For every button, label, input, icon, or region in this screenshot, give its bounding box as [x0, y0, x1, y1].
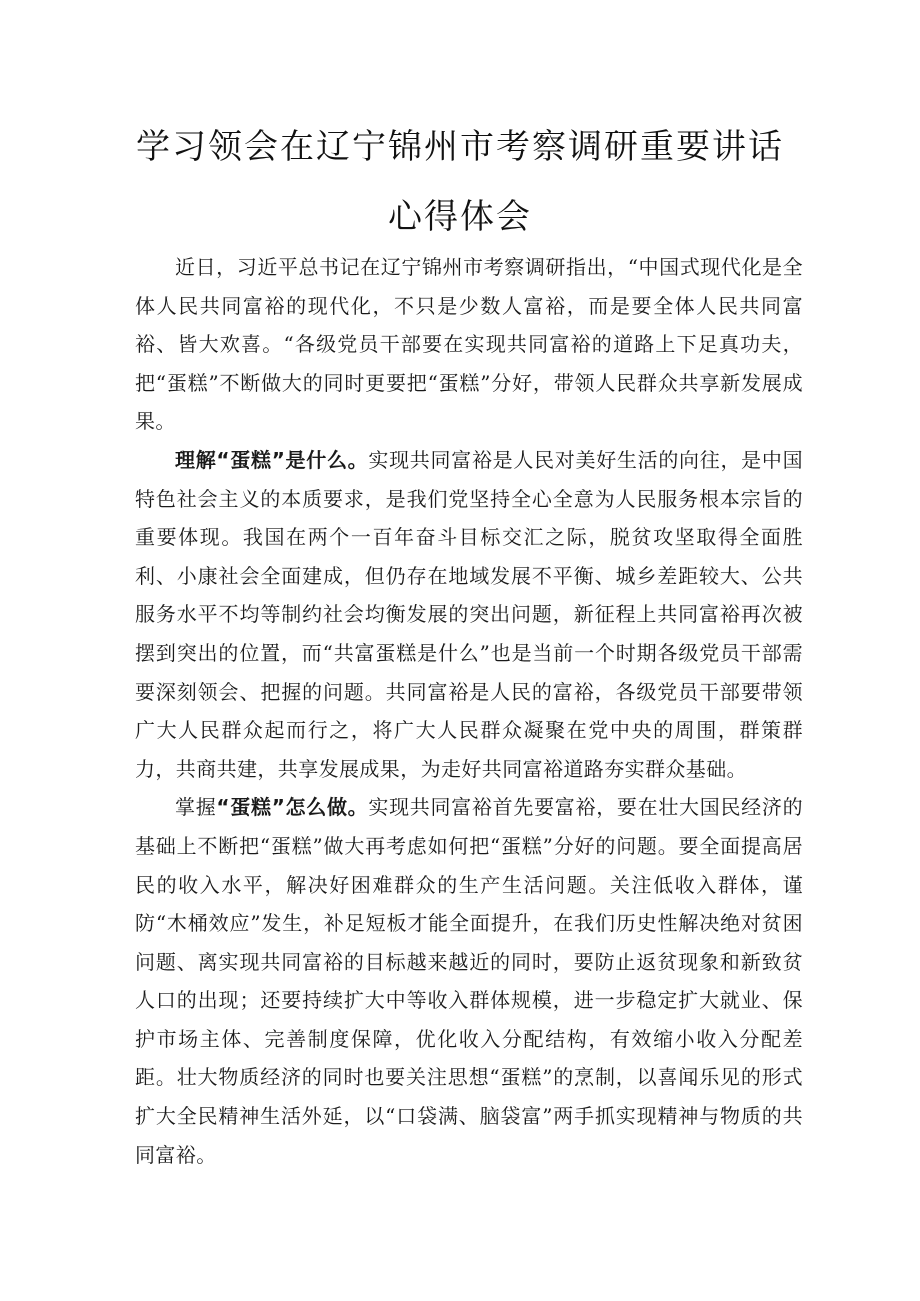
paragraph-make-cake: [135, 788, 803, 1174]
paragraph-understand-cake-text: 实现共同富裕是人民对美好生活的向往，是中国特色社会主义的本质要求，是我们党坚持全心全意为人民服务根本宗旨的重要体现。我国在两个一百年奋斗目标交汇之际，脱贫攻坚取得全面胜利、小康社会全面建成，但仍存在地域发展不平衡、城乡差距较大、公共服务水平不均等制约社会均衡发展的突出问题，新征程上共同富裕再次被摆到突出的位置，而“共富蛋糕是什么”也是当前一个时期各级党员干部需要深刻领会、把握的问题。共同富裕是人民的富裕，各级党员干部要带领广大人民群众起而行之，将广大人民群众凝聚在党中央的周围，群策群力，共商共建，共享发展成果，为走好共同富裕道路夯实群众基础。: [135, 447, 803, 781]
document-title: 学习领会在辽宁锦州市考察调研重要讲话心得体会: [136, 127, 784, 237]
paragraph-make-cake-heading: “蛋糕”怎么做。: [216, 795, 369, 820]
paragraph-understand-cake-heading: 理解“蛋糕”是什么。: [175, 447, 369, 472]
paragraph-intro-text: 近日，习近平总书记在辽宁锦州市考察调研指出，“中国式现代化是全体人民共同富裕的现代化，不只是少数人富裕，而是要全体人民共同富裕、皆大欢喜。“各级党员干部要在实现共同富裕的道路上下足真功夫，把“蛋糕”不断做大的同时更要把“蛋糕”分好，带领人民群众共享新发展成果。: [135, 255, 803, 434]
paragraph-understand-cake: [135, 441, 803, 788]
paragraph-make-cake-lead-plain: 掌握: [175, 795, 217, 820]
paragraph-intro: [135, 248, 803, 441]
document-body: [135, 248, 803, 1174]
paragraph-make-cake-text: 实现共同富裕首先要富裕，要在壮大国民经济的基础上不断把“蛋糕”做大再考虑如何把“蛋糕”分好的问题。要全面提高居民的收入水平，解决好困难群众的生产生活问题。关注低收入群体，谨防“木桶效应”发生，补足短板才能全面提升，在我们历史性解决绝对贫困问题、离实现共同富裕的目标越来越近的同时，要防止返贫现象和新致贫人口的出现；还要持续扩大中等收入群体规模，进一步稳定扩大就业、保护市场主体、完善制度保障，优化收入分配结构，有效缩小收入分配差距。壮大物质经济的同时也要关注思想“蛋糕”的烹制，以喜闻乐见的形式扩大全民精神生活外延，以“口袋满、脑袋富”两手抓实现精神与物质的共同富裕。: [135, 795, 803, 1167]
